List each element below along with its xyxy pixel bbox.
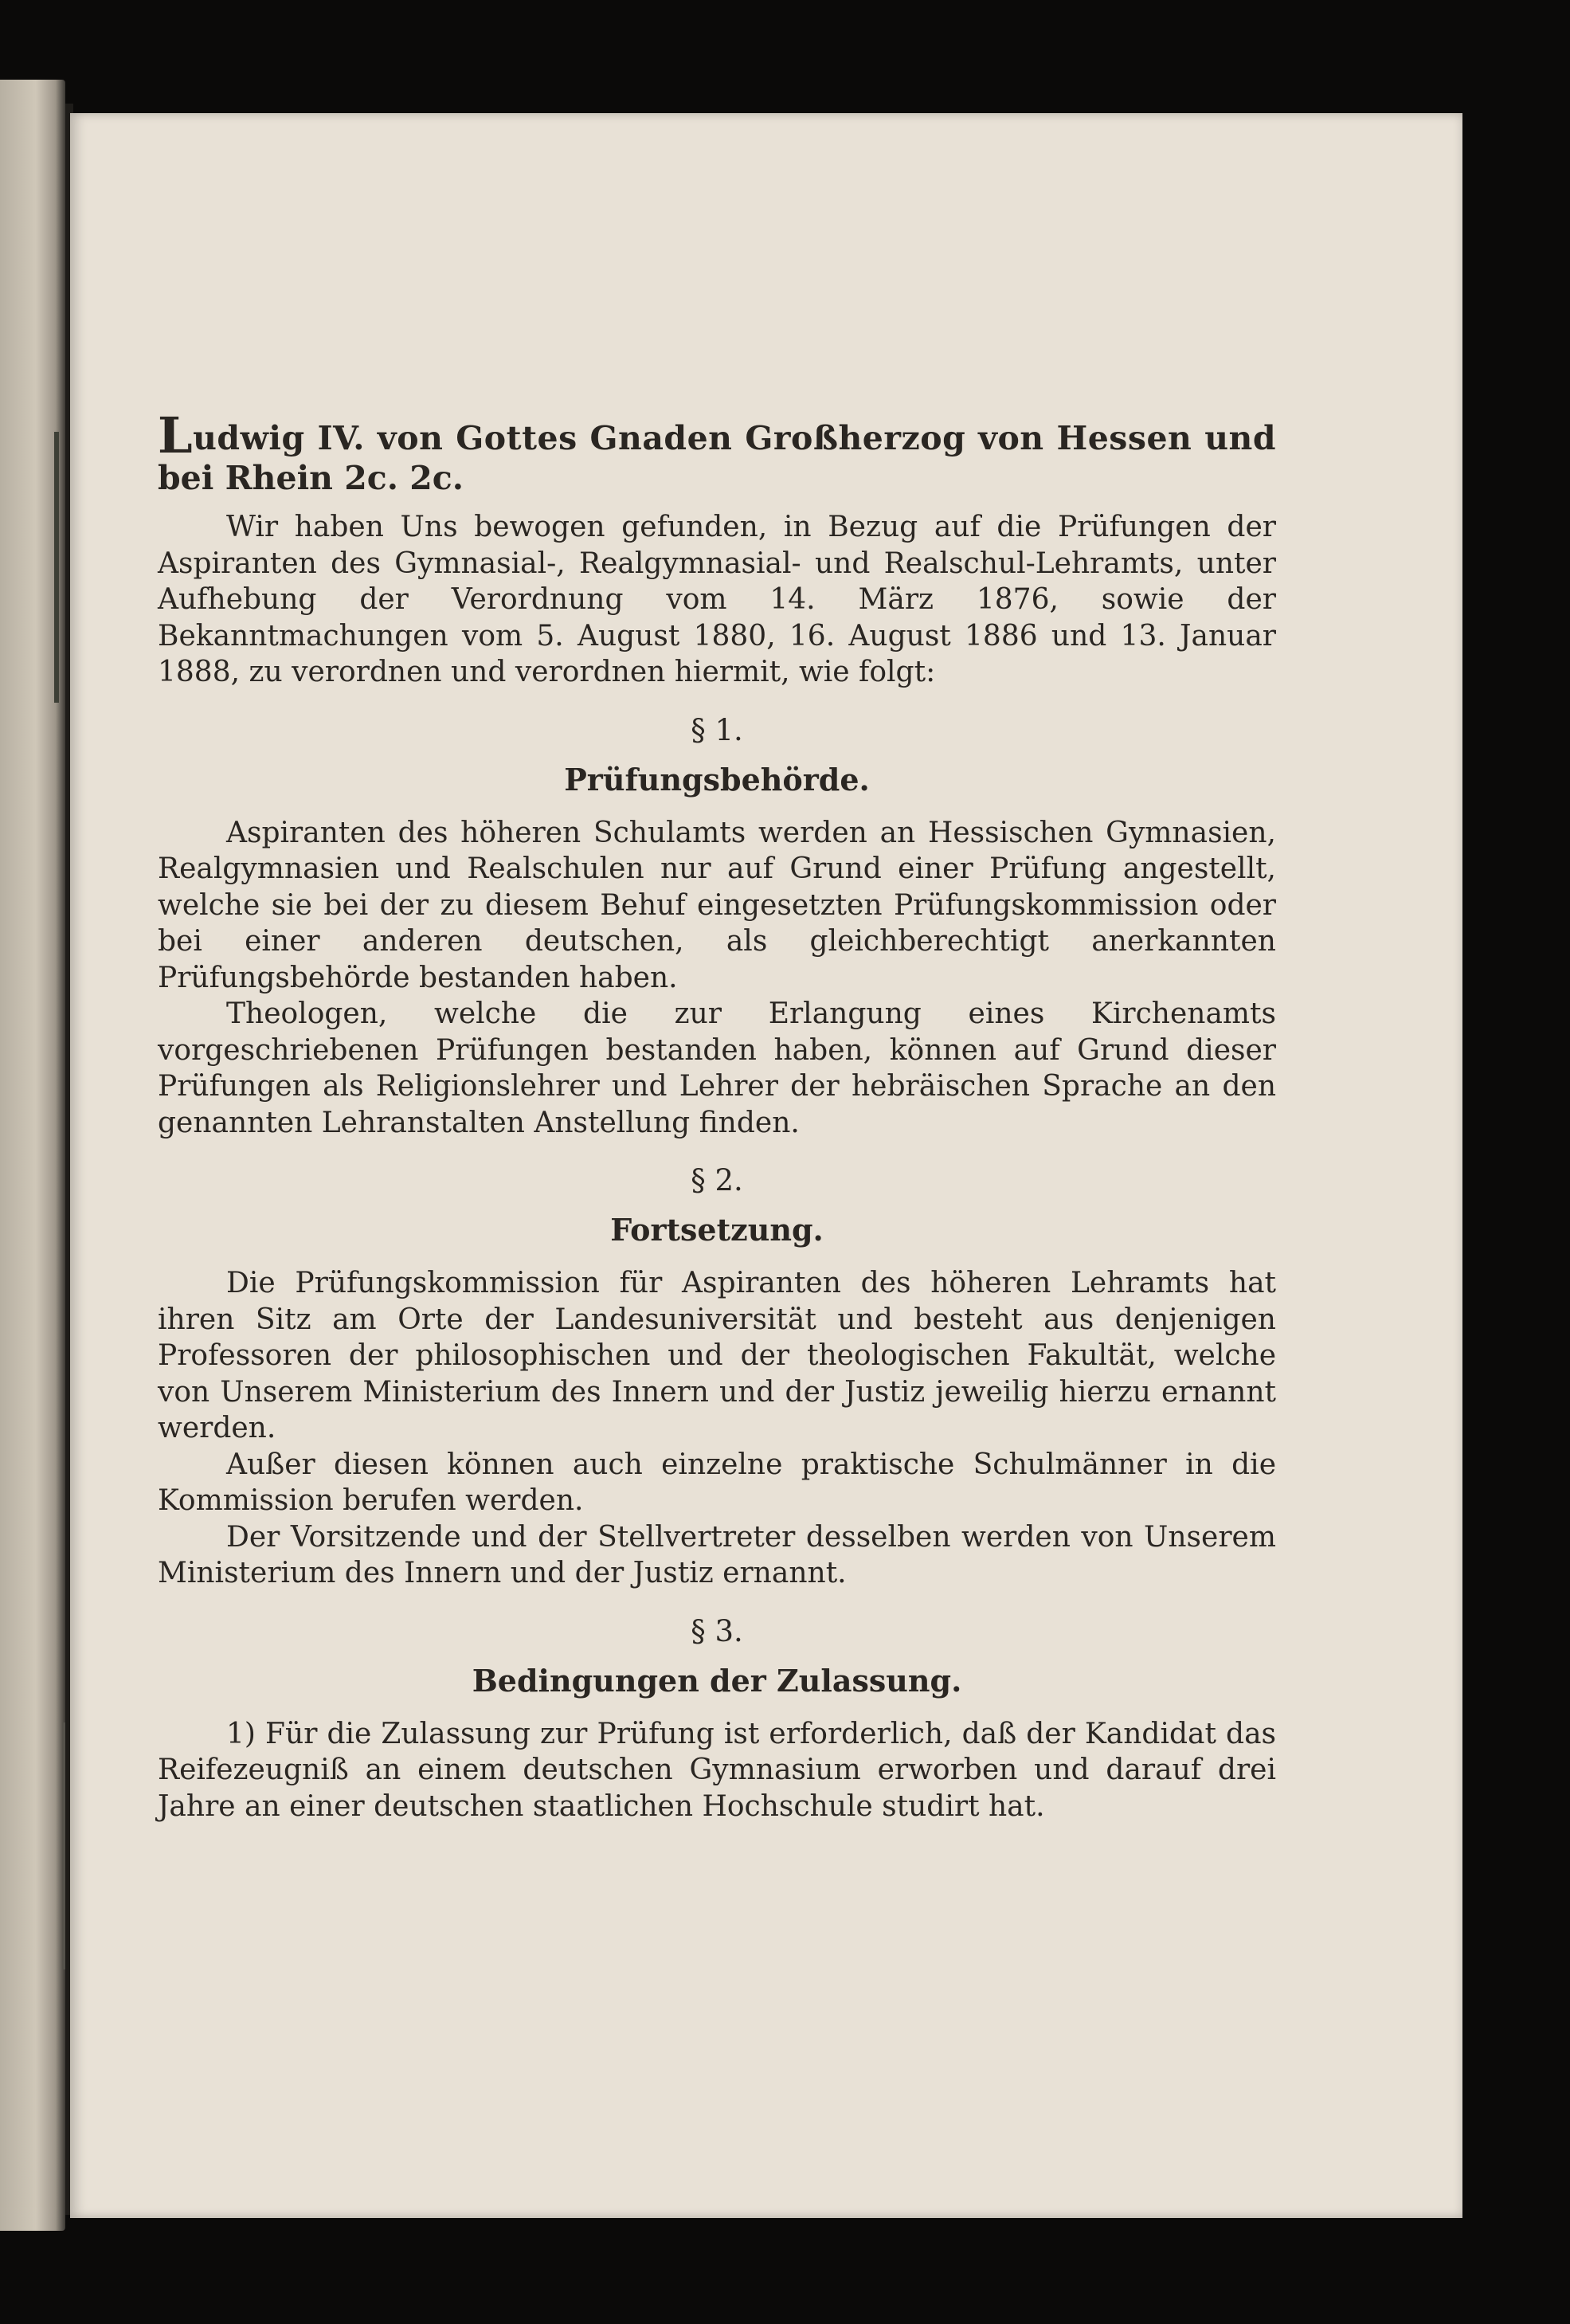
section-1 — [158, 713, 1276, 1142]
decree-heading-tail: bei Rhein 2c. 2c. — [158, 459, 464, 497]
section-paragraph: Theologen, welche die zur Erlangung eines Kirchenamts vorgeschriebenen Prüfungen bestanden haben, können auf Grund dieser Prüfungen als Religionslehrer und Lehrer der hebräischen Sprache an den genannten Lehranstalten Anstellung finden. — [158, 997, 1276, 1139]
section-paragraph: 1) Für die Zulassung zur Prüfung ist erforderlich, daß der Kandidat das Reifezeugniß an einem deutschen Gymnasium erworben und darauf drei Jahre an einer deutschen staatlichen Hochschule studirt hat. — [158, 1717, 1276, 1823]
section-title: Prüfungsbehörde. — [564, 761, 870, 798]
section-paragraph: Die Prüfungskommission für Aspiranten des höheren Lehramts hat ihren Sitz am Orte der Landesuniversität und besteht aus denjenigen Professoren der philosophischen und der theologischen Fakultät, welche von Unserem Ministerium des Innern und der Justiz jeweilig hierzu ernannt werden. — [158, 1267, 1276, 1444]
section-title: Fortsetzung. — [610, 1212, 824, 1248]
section-paragraph: Aspiranten des höheren Schulamts werden an Hessischen Gymnasien, Realgymnasien und Realschulen nur auf Grund einer Prüfung angestellt, welche sie bei der zu diesem Behuf eingesetzten Prüfungskommission oder bei einer anderen deutschen, als gleichberechtigt anerkannten Prüfungsbehörde bestanden haben. — [158, 816, 1276, 994]
document-body — [158, 406, 1276, 1824]
section-number: § 1. — [691, 712, 743, 747]
section-3 — [158, 1614, 1276, 1825]
section-paragraph: Der Vorsitzende und der Stellvertreter desselben werden von Unserem Ministerium des Innern und der Justiz ernannt. — [158, 1520, 1276, 1589]
section-paragraph: Außer diesen können auch einzelne praktische Schulmänner in die Kommission berufen werden. — [158, 1448, 1276, 1517]
heading-initial: L — [158, 406, 194, 464]
previous-page-edge — [0, 80, 65, 2231]
section-title: Bedingungen der Zulassung. — [472, 1662, 962, 1699]
section-2 — [158, 1163, 1276, 1592]
margin-speck — [54, 432, 59, 703]
heading-text: udwig IV. von Gottes Gnaden Großherzog von Hessen und — [193, 419, 1276, 457]
margin-speck — [62, 1722, 65, 1969]
preamble-paragraph: Wir haben Uns bewogen gefunden, in Bezug auf die Prüfungen der Aspiranten des Gymnasial-, Realgymnasial- und Realschul-Lehramts, unter Aufhebung der Verordnung vom 14. März 1876, sowie der Bekanntmachungen vom 5. August 1880, 16. August 1886 und 13. Januar 1888, zu verordnen und verordnen hiermit, wie folgt: — [158, 511, 1276, 688]
section-number: § 3. — [691, 1613, 743, 1648]
decree-heading — [158, 406, 1276, 464]
section-number: § 2. — [691, 1163, 743, 1197]
